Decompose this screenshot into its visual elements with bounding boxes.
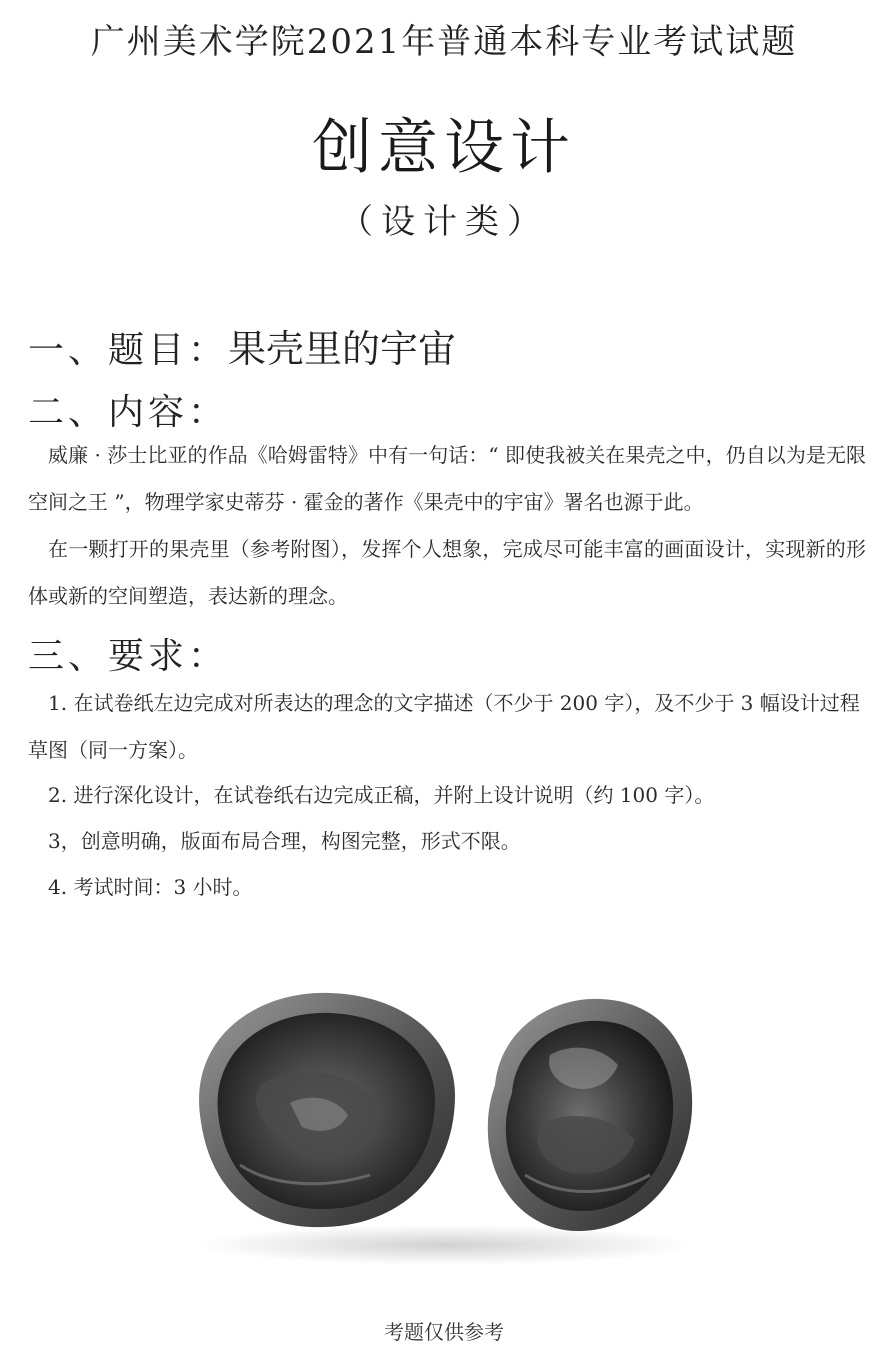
requirement-item-4 — [28, 864, 866, 911]
requirement-item-2-text: 2. 进行深化设计，在试卷纸右边完成正稿，并附上设计说明（约 100 字）。 — [48, 783, 715, 807]
footer-note: 考题仅供参考 — [384, 1320, 504, 1344]
section-content-label: 二、内容： — [28, 392, 229, 433]
requirement-item-1-text: 1. 在试卷纸左边完成对所表达的理念的文字描述（不少于 200 字），及不少于 3 幅设计过程草图（同一方案）。 — [28, 691, 860, 762]
requirement-item-4-text: 4. 考试时间：3 小时。 — [48, 875, 253, 899]
right-shell-half — [488, 999, 692, 1231]
section-topic-value: 果壳里的宇宙 — [228, 327, 457, 371]
content-paragraph-1: 威廉 · 莎士比亚的作品《哈姆雷特》中有一句话：“ 即使我被关在果壳之中，仍自以为是无限空间之王 ”，物理学家史蒂芬 · 霍金的著作《果壳中的宇宙》署名也源于此。 — [28, 443, 866, 514]
open-nutshell-photo — [170, 975, 710, 1265]
section-topic-label: 一、题目： — [28, 330, 229, 371]
requirement-item-3-text: 3，创意明确，版面布局合理，构图完整，形式不限。 — [48, 829, 521, 853]
content-paragraph-2: 在一颗打开的果壳里（参考附图），发挥个人想象，完成尽可能丰富的画面设计，实现新的形体或新的空间塑造，表达新的理念。 — [28, 537, 866, 608]
section-requirements-label: 三、要求： — [28, 636, 229, 677]
requirement-item-3 — [28, 818, 866, 865]
section-topic — [28, 318, 456, 373]
exam-header-title: 广州美术学院2021年普通本科专业考试试题 — [90, 22, 798, 62]
requirement-item-2 — [28, 772, 866, 819]
category-label: （设计类） — [339, 202, 549, 242]
requirement-item-1 — [28, 680, 866, 774]
subject-title: 创意设计 — [312, 113, 576, 183]
left-shell-half — [199, 993, 455, 1227]
